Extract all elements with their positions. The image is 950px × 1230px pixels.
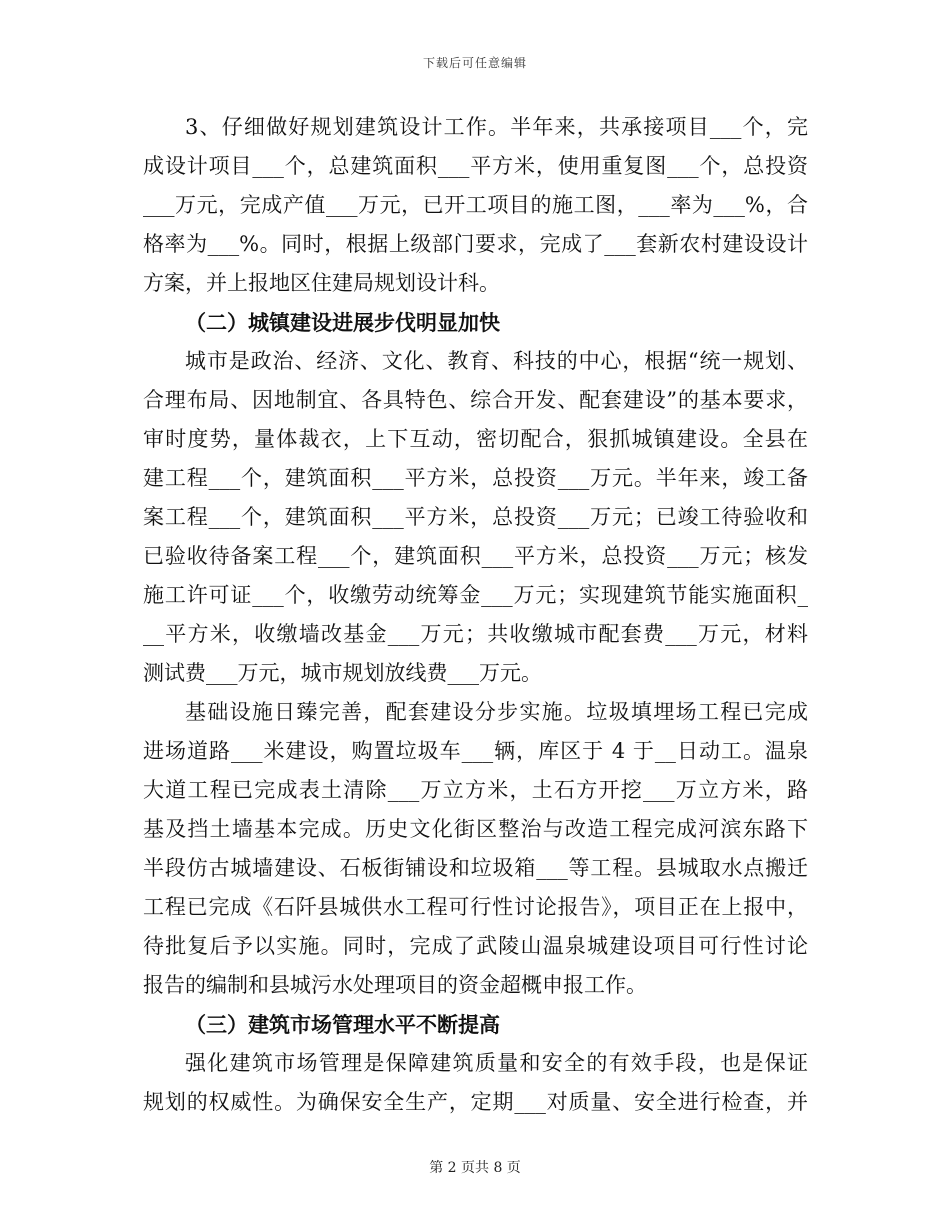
text-line: 强化建筑市场管理是保障建筑质量和安全的有效手段，也是保证 <box>185 1051 808 1075</box>
text-line: 建工程___个，建筑面积___平方米，总投资___万元。半年来，竣工备 <box>143 466 808 490</box>
text-line: 已验收待备案工程___个，建筑面积___平方米，总投资___万元；核发 <box>143 544 808 568</box>
text-line: 施工许可证___个，收缴劳动统筹金___万元；实现建筑节能实施面积_ <box>143 583 808 607</box>
section-heading: （二）城镇建设进展步伐明显加快 <box>185 310 500 335</box>
text-line: 待批复后予以实施。同时，完成了武陵山温泉城建设项目可行性讨论 <box>143 934 808 958</box>
text-line: ___万元，完成产值___万元，已开工项目的施工图，___率为___%，合 <box>143 193 808 217</box>
section-heading: （三）建筑市场管理水平不断提高 <box>185 1012 500 1037</box>
text-line: 大道工程已完成表土清除___万立方米，土石方开挖___万立方米，路 <box>143 778 808 802</box>
text-line: 基础设施日臻完善，配套建设分步实施。垃圾填埋场工程已完成 <box>185 700 808 724</box>
text-line: 3、仔细做好规划建筑设计工作。半年来，共承接项目___个，完 <box>185 115 808 139</box>
text-line: 基及挡土墙基本完成。历史文化街区整治与改造工程完成河滨东路下 <box>143 817 808 841</box>
text-line: 成设计项目___个，总建筑面积___平方米，使用重复图___个，总投资 <box>143 154 808 178</box>
text-line: 报告的编制和县城污水处理项目的资金超概申报工作。 <box>143 973 647 997</box>
text-line: 进场道路___米建设，购置垃圾车___辆，库区于 4 于__日动工。温泉 <box>143 739 808 763</box>
text-line: 城市是政治、经济、文化、教育、科技的中心，根据“统一规划、 <box>185 349 808 373</box>
text-line: 案工程___个，建筑面积___平方米，总投资___万元；已竣工待验收和 <box>143 505 808 529</box>
text-line: __平方米，收缴墙改基金___万元；共收缴城市配套费___万元，材料 <box>143 622 808 646</box>
text-line: 半段仿古城墙建设、石板街铺设和垃圾箱___等工程。县城取水点搬迁 <box>143 856 808 880</box>
text-line: 审时度势，量体裁衣，上下互动，密切配合，狠抓城镇建设。全县在 <box>143 427 808 451</box>
text-line: 工程已完成《石阡县城供水工程可行性讨论报告》，项目正在上报中， <box>143 895 808 919</box>
page-header: 下载后可任意编辑 <box>422 56 527 70</box>
text-line: 方案，并上报地区住建局规划设计科。 <box>143 271 500 295</box>
document-body <box>143 108 808 1122</box>
text-line: 合理布局、因地制宜、各具特色、综合开发、配套建设”的基本要求， <box>143 388 808 412</box>
text-line: 规划的权威性。为确保安全生产，定期___对质量、安全进行检查，并 <box>143 1090 808 1114</box>
page-footer: 第 2 页共 8 页 <box>429 1160 521 1176</box>
text-line: 测试费___万元，城市规划放线费___万元。 <box>143 661 542 685</box>
text-line: 格率为___%。同时，根据上级部门要求，完成了___套新农村建设设计 <box>143 232 808 256</box>
